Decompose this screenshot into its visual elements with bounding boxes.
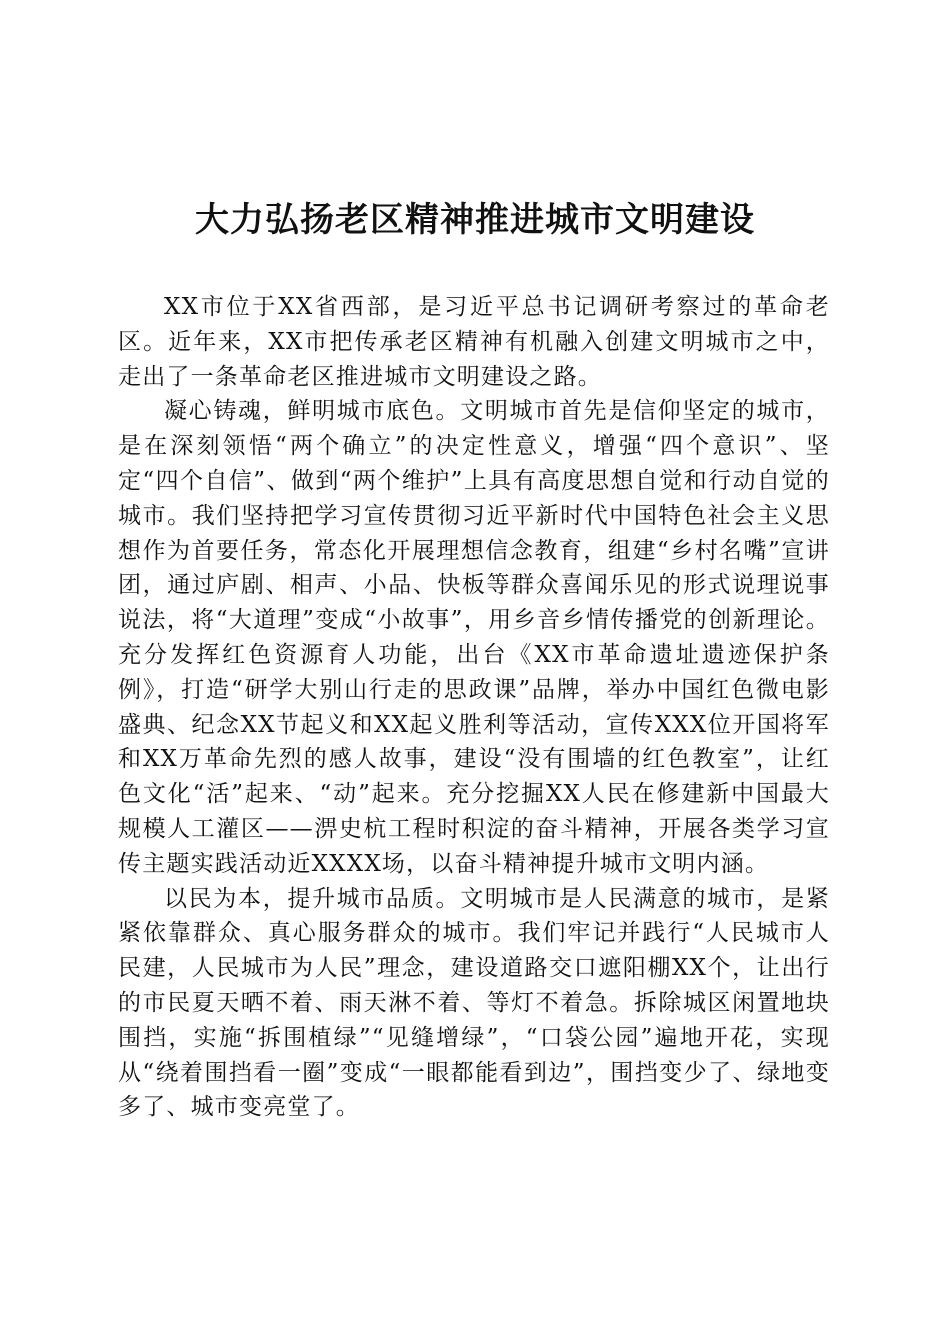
paragraph-ningxin: 凝心铸魂，鲜明城市底色。文明城市首先是信仰坚定的城市，是在深刻领悟“两个确立”的决定性意义，增强“四个意识”、坚定“四个自信”、做到“两个维护”上具有高度思想自觉和行动自觉的城市。我们坚持把学习宣传贯彻习近平新时代中国特色社会主义思想作为首要任务，常态化开展理想信念教育，组建“乡村名嘴”宣讲团，通过庐剧、相声、小品、快板等群众喜闻乐见的形式说理说事说法，将“大道理”变成“小故事”，用乡音乡情传播党的创新理论。充分发挥红色资源育人功能，出台《XX市革命遗址遗迹保护条例》，打造“研学大别山行走的思政课”品牌，举办中国红色微电影盛典、纪念XX节起义和XX起义胜利等活动，宣传XXX位开国将军和XX万革命先烈的感人故事，建设“没有围墙的红色教室”，让红色文化“活”起来、“动”起来。充分挖掘XX人民在修建新中国最大规模人工灌区——淠史杭工程时积淀的奋斗精神，开展各类学习宣传主题实践活动近XXXX场，以奋斗精神提升城市文明内涵。	[118, 398, 830, 877]
paragraph-intro: XX市位于XX省西部，是习近平总书记调研考察过的革命老区。近年来，XX市把传承老区精神有机融入创建文明城市之中，走出了一条革命老区推进城市文明建设之路。	[118, 294, 830, 390]
paragraph-yimin: 以民为本，提升城市品质。文明城市是人民满意的城市，是紧紧依靠群众、真心服务群众的城市。我们牢记并践行“人民城市人民建，人民城市为人民”理念，建设道路交口遮阳棚XX个，让出行的市民夏天晒不着、雨天淋不着、等灯不着急。拆除城区闲置地块围挡，实施“拆围植绿”“见缝增绿”，“口袋公园”遍地开花，实现从“绕着围挡看一圈”变成“一眼都能看到边”，围挡变少了、绿地变多了、城市变亮堂了。	[118, 885, 830, 1121]
document-body	[118, 290, 830, 1125]
document-title: 大力弘扬老区精神推进城市文明建设	[195, 200, 755, 240]
